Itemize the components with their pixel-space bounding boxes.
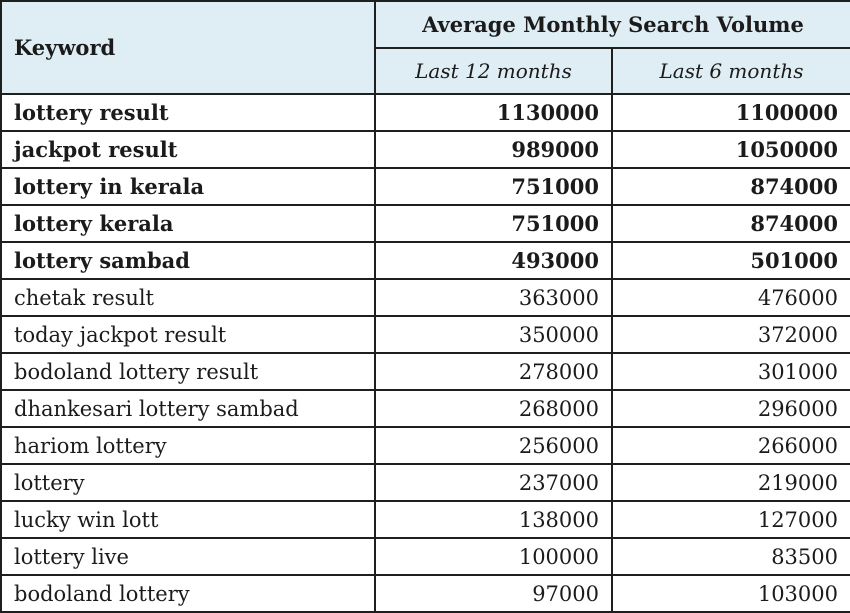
- table-row: [1, 205, 850, 242]
- table-row: [1, 279, 850, 316]
- last-12-months-cell: 256000: [375, 427, 612, 464]
- last-12-months-cell: 138000: [375, 501, 612, 538]
- table-row: [1, 390, 850, 427]
- last-12-months-cell: 989000: [375, 131, 612, 168]
- keyword-cell: lottery: [1, 464, 375, 501]
- keyword-cell: hariom lottery: [1, 427, 375, 464]
- keyword-cell: chetak result: [1, 279, 375, 316]
- last-6-months-cell: 301000: [612, 353, 850, 390]
- keyword-cell: bodoland lottery result: [1, 353, 375, 390]
- keyword-cell: lottery sambad: [1, 242, 375, 279]
- last-6-months-cell: 874000: [612, 168, 850, 205]
- last-6-months-cell: 219000: [612, 464, 850, 501]
- table-row: [1, 168, 850, 205]
- last-6-months-cell: 1100000: [612, 94, 850, 131]
- table-row: [1, 538, 850, 575]
- last-6-months-cell: 476000: [612, 279, 850, 316]
- last-12-months-cell: 751000: [375, 205, 612, 242]
- keyword-cell: dhankesari lottery sambad: [1, 390, 375, 427]
- last-12-months-cell: 350000: [375, 316, 612, 353]
- search-volume-group-header: Average Monthly Search Volume: [375, 1, 850, 48]
- keyword-cell: bodoland lottery: [1, 575, 375, 612]
- table-row: [1, 131, 850, 168]
- last-12-months-cell: 237000: [375, 464, 612, 501]
- table-row: [1, 242, 850, 279]
- last-6-months-cell: 83500: [612, 538, 850, 575]
- last-12-months-cell: 1130000: [375, 94, 612, 131]
- last-12-months-cell: 100000: [375, 538, 612, 575]
- last-6-months-header: Last 6 months: [612, 48, 850, 94]
- table-body: [1, 94, 850, 612]
- last-6-months-cell: 296000: [612, 390, 850, 427]
- table-row: [1, 316, 850, 353]
- keyword-header: Keyword: [1, 1, 375, 94]
- last-6-months-cell: 103000: [612, 575, 850, 612]
- last-6-months-cell: 266000: [612, 427, 850, 464]
- last-12-months-header: Last 12 months: [375, 48, 612, 94]
- table-header: [1, 1, 850, 94]
- keyword-cell: lottery in kerala: [1, 168, 375, 205]
- last-6-months-cell: 874000: [612, 205, 850, 242]
- last-12-months-cell: 751000: [375, 168, 612, 205]
- keyword-cell: lottery live: [1, 538, 375, 575]
- table-row: [1, 501, 850, 538]
- keyword-cell: lucky win lott: [1, 501, 375, 538]
- table-row: [1, 464, 850, 501]
- table-row: [1, 353, 850, 390]
- table-row: [1, 427, 850, 464]
- last-12-months-cell: 493000: [375, 242, 612, 279]
- last-12-months-cell: 278000: [375, 353, 612, 390]
- keyword-cell: lottery kerala: [1, 205, 375, 242]
- keyword-cell: lottery result: [1, 94, 375, 131]
- last-6-months-cell: 127000: [612, 501, 850, 538]
- last-6-months-cell: 1050000: [612, 131, 850, 168]
- table-row: [1, 575, 850, 612]
- last-6-months-cell: 501000: [612, 242, 850, 279]
- keyword-cell: jackpot result: [1, 131, 375, 168]
- keyword-cell: today jackpot result: [1, 316, 375, 353]
- last-12-months-cell: 363000: [375, 279, 612, 316]
- last-12-months-cell: 268000: [375, 390, 612, 427]
- header-row-top: [1, 1, 850, 48]
- last-12-months-cell: 97000: [375, 575, 612, 612]
- table-row: [1, 94, 850, 131]
- last-6-months-cell: 372000: [612, 316, 850, 353]
